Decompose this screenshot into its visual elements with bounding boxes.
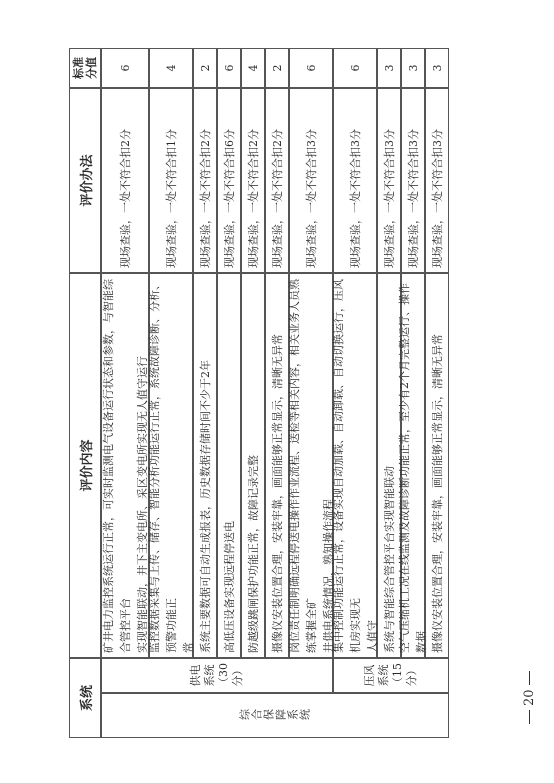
row-content-line1: 监控数据采集与上传、储存、智能分析功能运行正常，系统故障诊断、分析、预警功能正 — [147, 279, 178, 653]
table-row-content — [241, 273, 265, 658]
table-row-content — [289, 273, 333, 658]
header-system-text: 系统 — [79, 685, 95, 712]
table-row-score — [101, 48, 149, 88]
row-method-text: 现场查验，一处不符合扣2分 — [271, 129, 284, 268]
row-content-line1: 空气压缩机工况在线监测及故障诊断功能正常，至少有2个月完整运行、操作数据 — [398, 283, 428, 653]
table-row-method — [333, 88, 377, 273]
row-method-text: 现场查验，一处不符合扣3分 — [383, 129, 396, 268]
row-method-text: 现场查验，一处不符合扣1分 — [165, 129, 178, 268]
row-content-line1: 岗位责任制明确远程停送电操作作业流程、送检等相关内容，相关业务人员熟练掌握全矿 — [287, 279, 318, 653]
table-row-method — [377, 88, 401, 273]
table-row-score — [377, 48, 401, 88]
table-row-method — [425, 88, 449, 273]
row-content-line1: 系统主要数据可自动生成报表，历史数据存储时间不少于2年 — [198, 360, 212, 653]
table-row-score — [265, 48, 289, 88]
row-method-text: 现场查验，一处不符合扣3分 — [431, 129, 444, 268]
header-system — [69, 658, 101, 738]
table-row-score — [425, 48, 449, 88]
row-method-text: 现场查验，一处不符合扣3分 — [407, 129, 420, 268]
row-score-text: 6 — [118, 64, 132, 72]
table-row-method — [217, 88, 241, 273]
table-row-method — [149, 88, 193, 273]
row-content-line2: 实现智能联动，井下主变电所、采区变电所实现无人值守运行 — [135, 356, 149, 653]
row-score-text: 6 — [222, 64, 236, 72]
table-row-score — [149, 48, 193, 88]
row-content-line1: 防越级跳闸保护功能正常，故障记录完整 — [246, 455, 260, 653]
row-content-line2: 人值守 — [365, 620, 379, 653]
row-method-text: 现场查验，一处不符合扣2分 — [247, 129, 260, 268]
row-content-line1: 摄像仪安装位置合理，安装牢靠，画面能够正常显示，清晰无异常 — [270, 334, 284, 653]
power-system-line1: 供电 — [189, 664, 202, 687]
table-row-content — [149, 273, 193, 658]
power-system-line3: （30分） — [217, 663, 244, 688]
row-score-text: 3 — [406, 64, 420, 72]
air-system-line1: 压风 — [363, 664, 376, 687]
header-score-line1: 标准 — [72, 57, 85, 79]
header-content — [69, 273, 101, 658]
table-row-content — [217, 273, 241, 658]
power-system-line2: 系统 — [203, 664, 216, 687]
table-row-score — [289, 48, 333, 88]
row-content-line1: 高低压设备实现远程停送电 — [222, 521, 236, 653]
row-score-text: 3 — [430, 64, 444, 72]
page-number-text: 20 — [522, 689, 537, 706]
page-number — [522, 667, 537, 728]
air-system-line2: 系统 — [377, 664, 390, 687]
row-content-line2: 井供电系统情况，熟知操作流程 — [321, 499, 335, 653]
row-content-line2: 常 — [181, 642, 195, 653]
row-score-text: 6 — [348, 64, 362, 72]
row-score-text: 2 — [198, 64, 212, 72]
table-row-method — [193, 88, 217, 273]
power-system-cell — [101, 658, 333, 693]
row-content-line1: 矿井电力监控系统运行正常，可实时监测电气设备运行状态和参数，与智能综合管控平台 — [101, 279, 132, 653]
row-score-text: 3 — [382, 64, 396, 72]
row-content-line1: 摄像仪安装位置合理，安装牢靠，画面能够正常显示，清晰无异常 — [430, 334, 444, 653]
main-system-cell — [101, 693, 449, 738]
row-content-line1: 系统与智能综合管控平台实现智能联动 — [382, 466, 396, 653]
header-method — [69, 88, 101, 273]
table-row-method — [101, 88, 149, 273]
table-row-method — [401, 88, 425, 273]
table-row-method — [289, 88, 333, 273]
row-content-line1: 集中控制功能运行正常，设备实现自动加载、自动卸载、自动切换运行，压风机房实现无 — [331, 279, 362, 653]
header-content-text: 评价内容 — [79, 439, 95, 492]
row-method-text: 现场查验，一处不符合扣2分 — [199, 129, 212, 268]
row-score-text: 6 — [304, 64, 318, 72]
table-row-score — [241, 48, 265, 88]
table-row-content — [425, 273, 449, 658]
header-method-text: 评价办法 — [79, 154, 95, 207]
table-row-score — [401, 48, 425, 88]
air-system-line3: （15分） — [391, 663, 418, 688]
table-row-score — [217, 48, 241, 88]
row-method-text: 现场查验，一处不符合扣6分 — [223, 129, 236, 268]
row-method-text: 现场查验，一处不符合扣3分 — [305, 129, 318, 268]
table-row-content — [193, 273, 217, 658]
table-row-content — [101, 273, 149, 658]
table-row-content — [398, 273, 428, 658]
row-score-text: 4 — [164, 64, 178, 72]
row-score-text: 4 — [246, 64, 260, 72]
table-row-content — [333, 273, 377, 658]
row-method-text: 现场查验，一处不符合扣2分 — [119, 129, 132, 268]
main-system-label: 综合保障系统 — [239, 708, 311, 722]
table-row-method — [265, 88, 289, 273]
row-score-text: 2 — [270, 64, 284, 72]
table-row-score — [333, 48, 377, 88]
header-score — [69, 48, 101, 88]
row-method-text: 现场查验，一处不符合扣3分 — [349, 129, 362, 268]
header-score-line2: 分值 — [85, 57, 98, 79]
evaluation-table — [69, 48, 519, 738]
air-system-cell — [333, 658, 449, 693]
table-row-method — [241, 88, 265, 273]
table-row-score — [193, 48, 217, 88]
